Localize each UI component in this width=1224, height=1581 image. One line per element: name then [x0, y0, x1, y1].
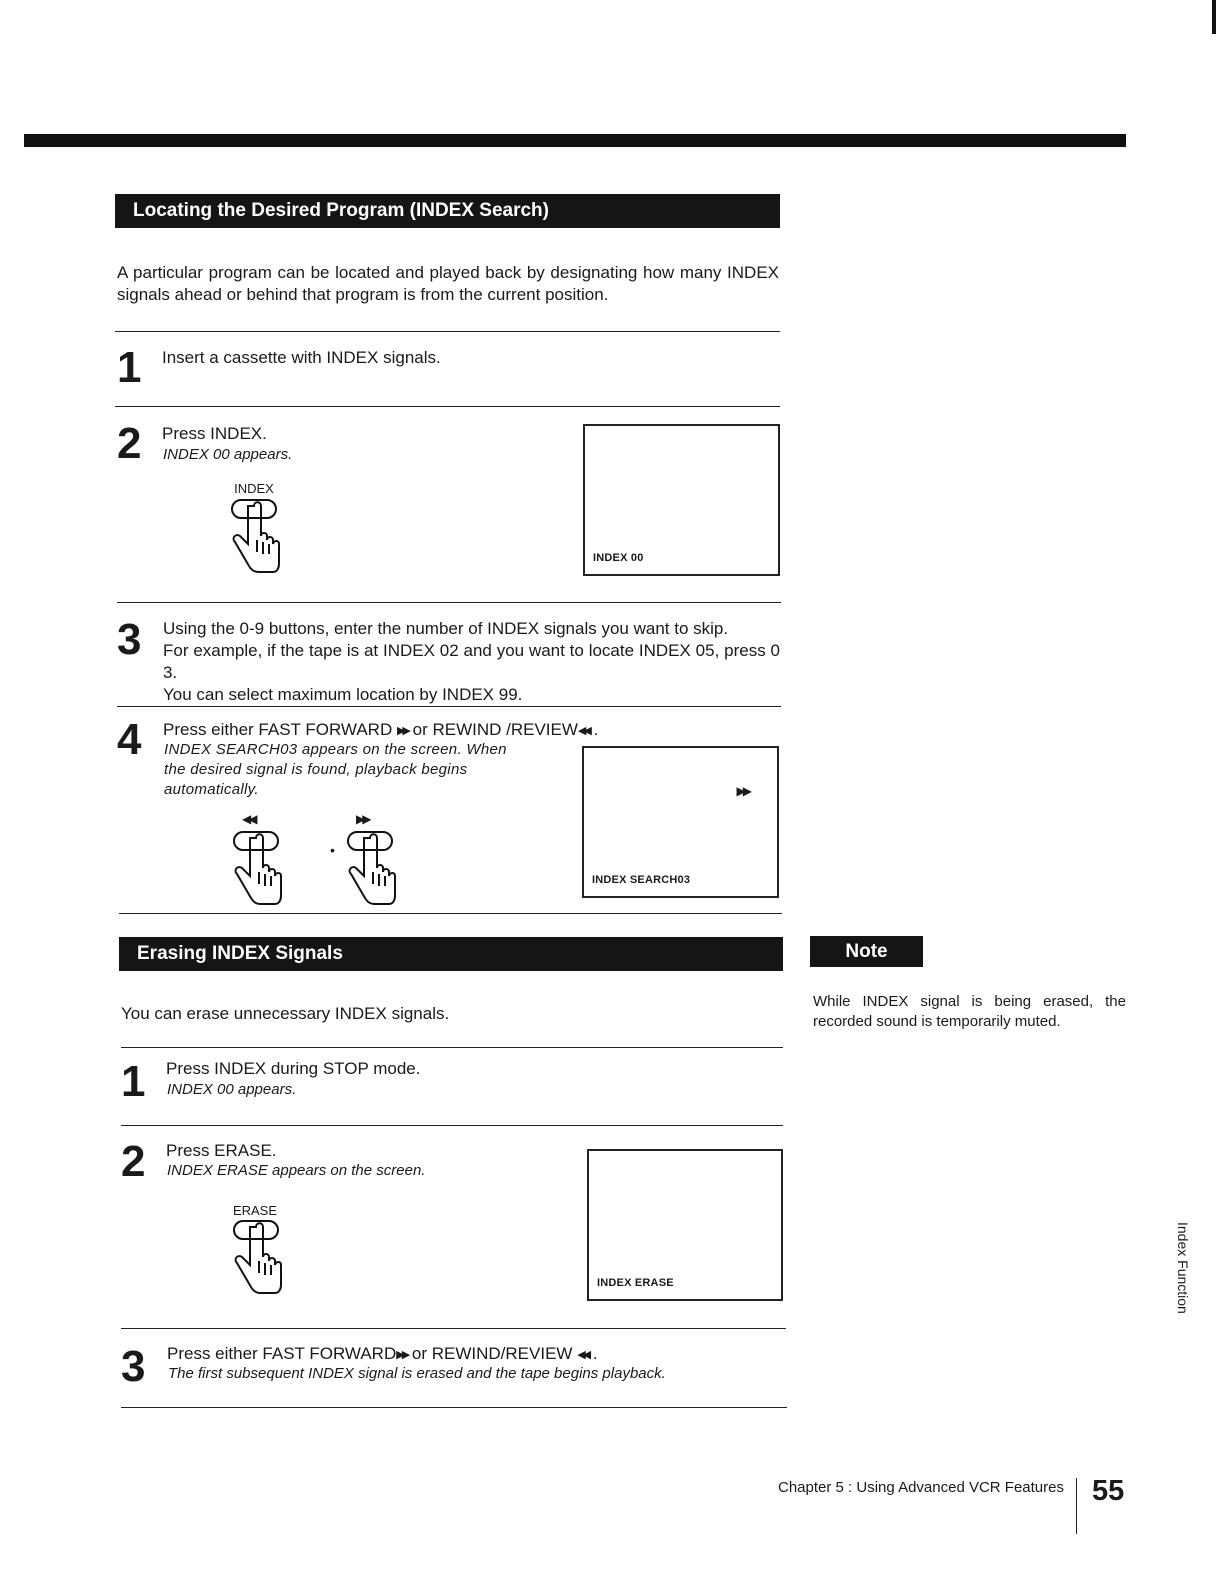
rewind-icon: ◀◀	[577, 725, 589, 737]
section1-intro: A particular program can be located and played back by designating how many INDEX signals ahead or behind that program is from the current position.	[117, 263, 779, 304]
step-text: Insert a cassette with INDEX signals.	[162, 348, 441, 367]
step-line: For example, if the tape is at INDEX 02 and you want to locate INDEX 05, press 0 3.	[163, 641, 780, 682]
section-heading-index-search	[115, 194, 780, 228]
divider	[117, 602, 781, 603]
step-subtext: INDEX SEARCH03 appears on the screen. When the desired signal is found, playback begins automatically.	[164, 741, 507, 798]
step-text: Press ERASE.	[166, 1141, 277, 1160]
step-text-part: Press either FAST FORWARD	[163, 720, 393, 739]
step-subtext: INDEX ERASE appears on the screen.	[167, 1162, 426, 1179]
side-tab-label: Index Function	[1175, 1222, 1191, 1314]
step-number: 2	[121, 1137, 146, 1186]
screen-text: INDEX ERASE	[597, 1277, 674, 1289]
divider	[121, 1328, 786, 1329]
divider	[121, 1047, 783, 1048]
footer-divider	[1076, 1478, 1077, 1534]
step-text-part: or REWIND/REVIEW	[411, 1344, 573, 1363]
step-text-part: .	[593, 720, 599, 739]
hand-press-icon	[342, 828, 412, 919]
fast-forward-icon: ▶▶	[736, 784, 749, 798]
step-number: 3	[117, 615, 142, 664]
step-line: Using the 0-9 buttons, enter the number of INDEX signals you want to skip.	[163, 619, 729, 638]
hand-press-icon	[228, 828, 298, 919]
note-text: While INDEX signal is being erased, the recorded sound is temporarily muted.	[813, 993, 1126, 1030]
section-title: Locating the Desired Program (INDEX Search)	[133, 200, 549, 221]
divider	[117, 706, 781, 707]
step-text	[163, 618, 780, 706]
divider	[121, 1407, 787, 1408]
step-text	[163, 719, 598, 742]
note-heading: Note	[810, 936, 923, 967]
divider	[121, 1125, 783, 1126]
step-text: Press INDEX during STOP mode.	[166, 1059, 421, 1078]
tv-screen	[582, 746, 779, 898]
hand-press-icon	[228, 1217, 298, 1308]
tv-screen	[583, 424, 780, 576]
section-heading-erasing	[119, 937, 783, 971]
step-text: Press INDEX.	[162, 424, 267, 443]
fast-forward-icon: ▶▶	[396, 725, 408, 737]
step-text-part: Press either FAST FORWARD	[167, 1344, 397, 1363]
divider	[115, 406, 780, 407]
section2-intro: You can erase unnecessary INDEX signals.	[121, 1004, 450, 1023]
edge-mark	[1212, 0, 1216, 34]
footer-chapter: Chapter 5 : Using Advanced VCR Features	[778, 1479, 1064, 1496]
section-title: Erasing INDEX Signals	[137, 943, 343, 964]
screen-text: INDEX SEARCH03	[592, 874, 691, 886]
separator-dot: •	[330, 842, 335, 858]
tv-screen	[587, 1149, 783, 1301]
rewind-icon: ◀◀	[577, 1349, 589, 1361]
step-number: 4	[117, 715, 142, 764]
step-number: 1	[117, 343, 142, 392]
fast-forward-icon: ▶▶	[396, 1349, 408, 1361]
screen-text: INDEX 00	[593, 552, 644, 564]
step-number: 1	[121, 1057, 146, 1106]
divider	[115, 331, 780, 332]
rewind-icon: ◀◀	[242, 812, 255, 826]
step-number: 3	[121, 1342, 146, 1391]
step-number: 2	[117, 419, 142, 468]
step-text	[167, 1343, 598, 1366]
step-subtext: INDEX 00 appears.	[167, 1081, 297, 1098]
step-subtext: INDEX 00 appears.	[163, 446, 293, 463]
step-text-part: or REWIND /REVIEW	[412, 720, 578, 739]
step-subtext: The first subsequent INDEX signal is erased and the tape begins playback.	[168, 1365, 666, 1382]
erase-button-label: ERASE	[232, 1203, 278, 1218]
divider	[119, 913, 782, 914]
top-rule-bar	[24, 134, 1126, 147]
page-number: 55	[1092, 1475, 1125, 1507]
fast-forward-icon: ▶▶	[356, 812, 369, 826]
hand-press-icon	[226, 496, 296, 587]
index-button-label: INDEX	[234, 481, 274, 496]
step-line: You can select maximum location by INDEX 99.	[163, 685, 523, 704]
step-text-part: .	[592, 1344, 598, 1363]
